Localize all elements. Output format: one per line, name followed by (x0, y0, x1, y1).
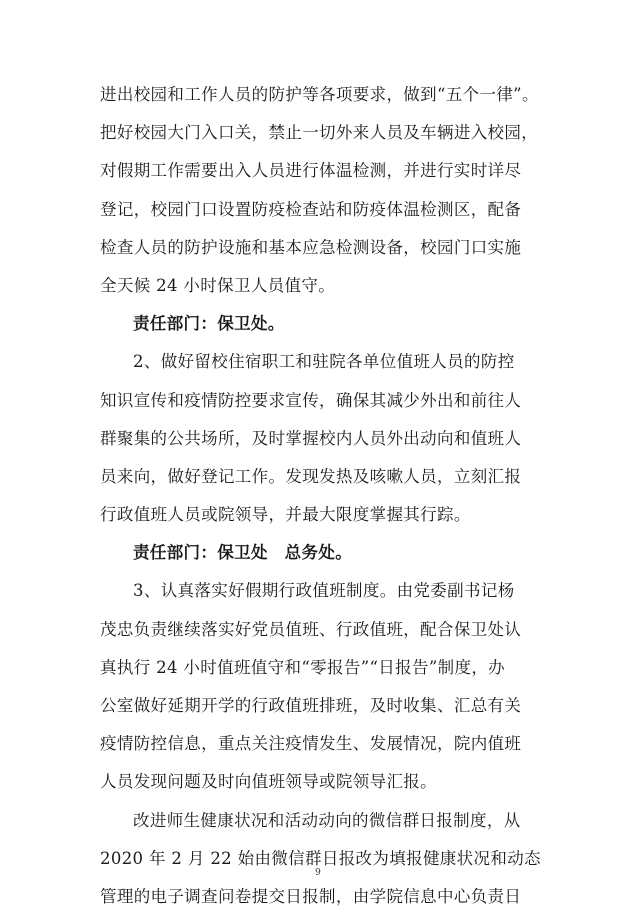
text-line: 行政值班人员或院领导，并最大限度掌握其行踪。 (100, 505, 471, 525)
text-line: 登记，校园门口设置防疫检查站和防疫体温检测区，配备 (100, 199, 522, 219)
text-line: 改进师生健康状况和活动动向的微信群日报制度，从 (133, 810, 521, 830)
text-line: 全天候 24 小时保卫人员值守。 (100, 275, 336, 295)
text-line: 人员发现问题及时向值班领导或院领导汇报。 (100, 772, 437, 792)
text-line: 进出校园和工作人员的防护等各项要求，做到“五个一律”。 (100, 85, 539, 104)
text-line: 检查人员的防护设施和基本应急检测设备，校园门口实施 (100, 237, 522, 257)
text-line: 疫情防控信息，重点关注疫情发生、发展情况，院内值班 (100, 734, 522, 754)
text-line: 群聚集的公共场所，及时掌握校内人员外出动向和值班人 (100, 428, 522, 448)
text-line: 员来向，做好登记工作。发现发热及咳嗽人员，立刻汇报 (100, 466, 522, 486)
document-body (100, 76, 540, 916)
text-line: 管理的电子调查问卷提交日报制，由学院信息中心负责日 (100, 886, 522, 906)
text-line: 对假期工作需要出入人员进行体温检测，并进行实时详尽 (100, 161, 522, 181)
text-line: 2020 年 2 月 22 始由微信群日报改为填报健康状况和动态 (100, 848, 541, 868)
text-line: 公室做好延期开学的行政值班排班，及时收集、汇总有关 (100, 696, 522, 715)
text-line: 知识宣传和疫情防控要求宣传，确保其减少外出和前往人 (100, 390, 522, 410)
responsible-department-line: 责任部门：保卫处 总务处。 (133, 543, 353, 563)
text-line: 2、做好留校住宿职工和驻院各单位值班人员的防控 (133, 352, 515, 372)
responsible-department-line: 责任部门：保卫处。 (133, 314, 285, 334)
page-number: 9 (315, 868, 321, 878)
text-line: 3、认真落实好假期行政值班制度。由党委副书记杨 (133, 581, 515, 601)
text-line: 真执行 24 小时值班值守和“零报告”“日报告”制度，办 (100, 657, 506, 677)
text-line: 茂忠负责继续落实好党员值班、行政值班，配合保卫处认 (100, 619, 522, 639)
text-line: 把好校园大门入口关，禁止一切外来人员及车辆进入校园， (100, 123, 539, 143)
